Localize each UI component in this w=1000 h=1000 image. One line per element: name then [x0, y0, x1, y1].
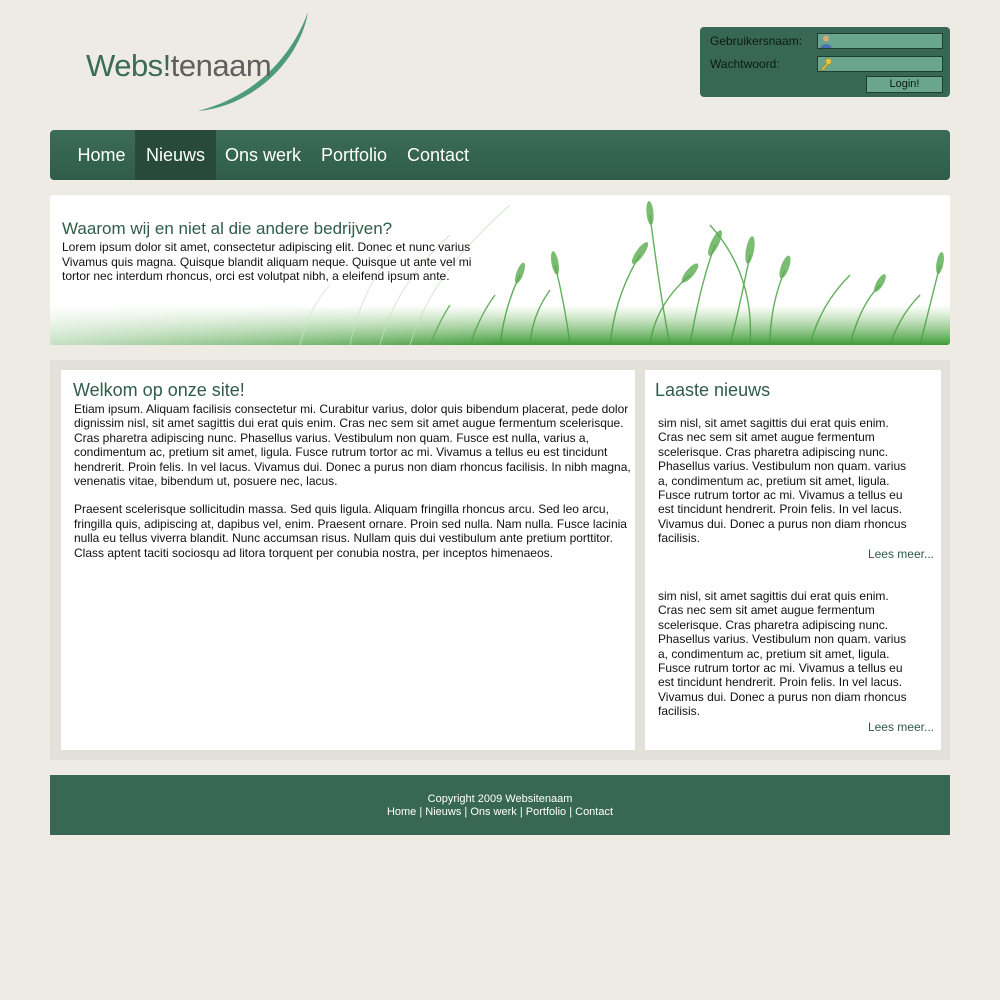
footer — [50, 775, 950, 835]
copyright-text: Copyright 2009 Websitenaam — [427, 793, 573, 805]
main-navigation — [50, 130, 950, 180]
logo-text-part2: tenaam — [170, 48, 272, 83]
news-sidebar — [645, 370, 941, 750]
main-paragraph: Praesent scelerisque sollicitudin massa. Sed quis ligula. Aliquam fringilla rhoncus arcu. Sed leo arcu, fringilla quis, adipiscing at, dapibus vel, enim. Praesent ornare. Proin sed nulla. Nam nulla. Fusce lacinia nulla eu tellus viverra blandit. Nunc accumsan risus. Nullam quis dui vestibulum ante pretium porttitor. Class aptent taciti sociosqu ad litora torquent per conubia nostra, per inceptos himenaeos. — [74, 502, 627, 560]
username-row — [710, 33, 944, 51]
username-label: Gebruikersnaam: — [710, 34, 803, 48]
logo-text — [86, 48, 271, 84]
footer-separator: | — [569, 806, 573, 818]
footer-separator: | — [419, 806, 423, 818]
password-input[interactable] — [817, 56, 943, 72]
main-panel — [61, 370, 635, 750]
sidebar-title: Laaste nieuws — [655, 380, 771, 400]
read-more-link[interactable]: Lees meer... — [867, 546, 934, 561]
user-icon — [819, 34, 833, 48]
login-form — [700, 27, 950, 97]
banner-title: Waarom wij en niet al die andere bedrijven? — [62, 219, 393, 238]
news-text: sim nisl, sit amet sagittis dui erat quis enim. Cras nec sem sit amet augue fermentum scelerisque. Cras pharetra adipiscing nunc. Phasellus varius. Vestibulum non quam. varius a, condimentum ac, pretium sit amet, ligula. Fusce rutrum tortor ac mi. Vivamus a tellus eu est tincidunt hendrerit. Proin felis. In vel lacus. Vivamus dui. Donec a purus non diam rhoncus facilisis. — [658, 589, 907, 719]
footer-links — [50, 806, 950, 818]
news-item — [658, 416, 934, 561]
footer-separator: | — [519, 806, 523, 818]
footer-link-nieuws[interactable]: Nieuws — [425, 806, 462, 818]
nav-item-ons-werk[interactable]: Ons werk — [224, 145, 302, 165]
footer-link-home[interactable]: Home — [386, 806, 417, 818]
footer-link-ons-werk[interactable]: Ons werk — [470, 806, 517, 818]
logo-text-part1: Webs! — [86, 48, 171, 83]
footer-link-portfolio[interactable]: Portfolio — [525, 806, 567, 818]
nav-item-nieuws[interactable]: Nieuws — [135, 130, 216, 180]
site-logo[interactable] — [86, 10, 316, 114]
news-text: sim nisl, sit amet sagittis dui erat quis enim. Cras nec sem sit amet augue fermentum scelerisque. Cras pharetra adipiscing nunc. Phasellus varius. Vestibulum non quam. varius a, condimentum ac, pretium sit amet, ligula. Fusce rutrum tortor ac mi. Vivamus a tellus eu est tincidunt hendrerit. Proin felis. In vel lacus. Vivamus dui. Donec a purus non diam rhoncus facilisis. — [658, 416, 907, 546]
main-title: Welkom op onze site! — [73, 380, 245, 400]
banner-text: Lorem ipsum dolor sit amet, consectetur adipiscing elit. Donec et nunc varius Vivamus quis magna. Quisque blandit aliquam neque. Quisque ut ante vel mi tortor nec interdum rhoncus, orci est volutpat nibh, a eleifend ipsum ante. — [62, 240, 472, 283]
password-row — [710, 56, 944, 74]
hero-banner — [50, 195, 950, 345]
username-input[interactable] — [817, 33, 943, 49]
footer-separator: | — [464, 806, 468, 818]
nav-item-contact[interactable]: Contact — [406, 145, 470, 165]
news-item — [658, 589, 934, 734]
key-icon — [819, 57, 833, 71]
read-more-link[interactable]: Lees meer... — [867, 719, 934, 734]
main-paragraph: Etiam ipsum. Aliquam facilisis consectetur mi. Curabitur varius, dolor quis bibendum placerat, pede dolor dignissim nisl, sit amet sagittis dui erat quis enim. Cras nec sem sit amet augue fermentum scelerisque. Cras pharetra adipiscing nunc. Phasellus varius. Vestibulum non quam. Fusce est nulla, varius a, condimentum ac, pretium sit amet, ligula. Fusce rutrum tortor ac mi. Vivamus a tellus eu est tincidunt hendrerit. Proin felis. In vel lacus. Vivamus dui. Donec a purus non diam rhoncus facilisis. In nibh magna, venenatis vitae, bibendum ut, posuere nec, lacus. — [74, 402, 631, 489]
password-label: Wachtwoord: — [710, 57, 780, 71]
login-button[interactable]: Login! — [866, 76, 943, 93]
content-area — [50, 360, 950, 760]
footer-link-contact[interactable]: Contact — [575, 806, 614, 818]
main-text — [74, 402, 634, 574]
nav-item-home[interactable]: Home — [77, 145, 126, 165]
nav-item-portfolio[interactable]: Portfolio — [320, 145, 388, 165]
